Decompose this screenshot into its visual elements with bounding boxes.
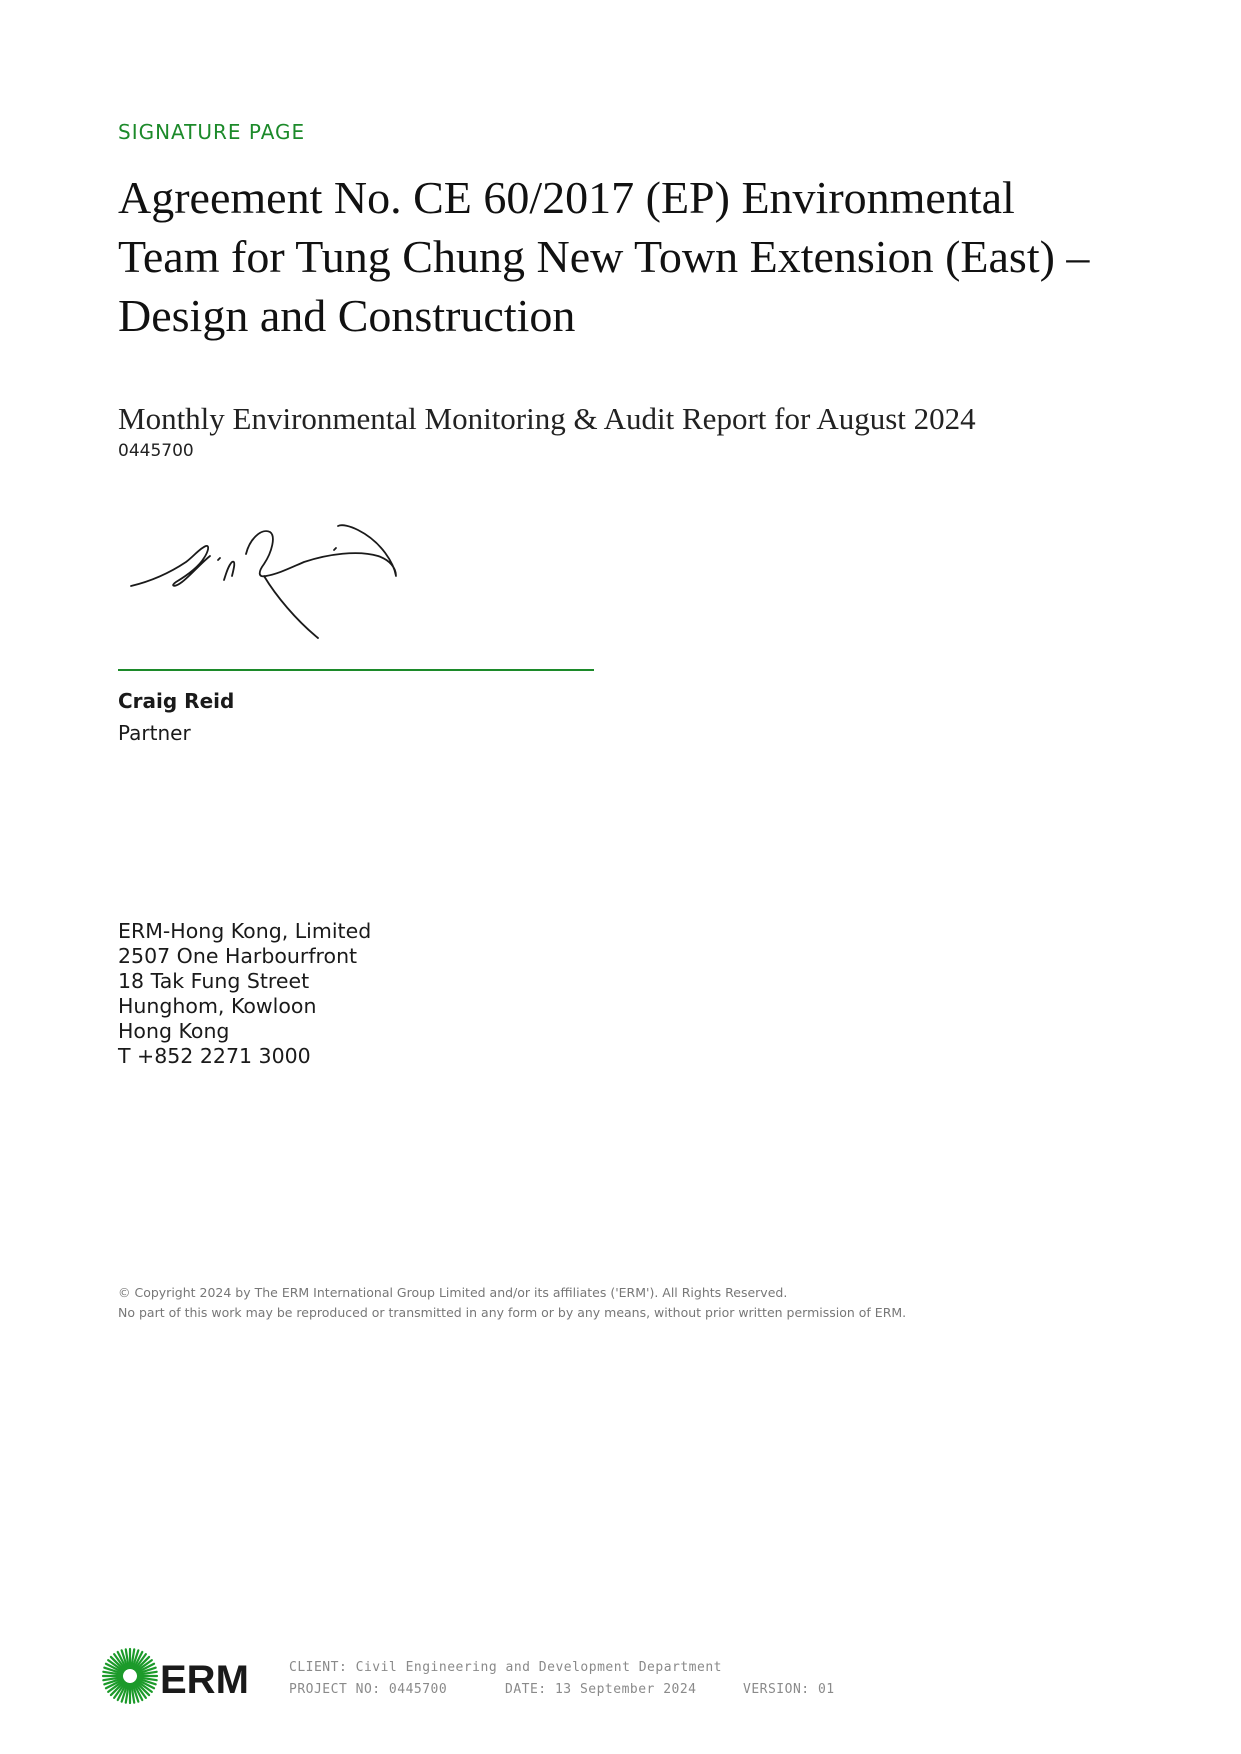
- footer-version: VERSION: 01: [743, 1682, 835, 1697]
- footer-project-no: PROJECT NO: 0445700: [289, 1682, 448, 1697]
- erm-logo: [100, 1643, 260, 1709]
- footer-date: DATE: 13 September 2024: [505, 1682, 697, 1697]
- page-label: SIGNATURE PAGE: [118, 120, 306, 144]
- document-subtitle: Monthly Environmental Monitoring & Audit Report for August 2024: [118, 401, 976, 436]
- copyright-line: © Copyright 2024 by The ERM International Group Limited and/or its affiliates ('ERM'). All Rights Reserved.: [118, 1285, 788, 1300]
- phone-number: T +852 2271 3000: [118, 1044, 311, 1068]
- address-line: Hong Kong: [118, 1019, 230, 1043]
- signatory-name: Craig Reid: [118, 689, 235, 713]
- copyright-notice: [118, 1283, 906, 1323]
- copyright-line: No part of this work may be reproduced or transmitted in any form or by any means, without prior written permission of ERM.: [118, 1305, 907, 1320]
- signatory-role: Partner: [118, 721, 191, 745]
- company-address: [118, 919, 371, 1069]
- address-line: 18 Tak Fung Street: [118, 969, 310, 993]
- logo-wordmark: ERM: [160, 1658, 249, 1702]
- signature-line: [118, 669, 594, 671]
- document-title: Agreement No. CE 60/2017 (EP) Environmental Team for Tung Chung New Town Extension (East) – Design and Construction: [118, 172, 1090, 341]
- project-code: 0445700: [118, 441, 194, 461]
- footer-client: CLIENT: Civil Engineering and Development Department: [289, 1660, 722, 1675]
- address-line: ERM-Hong Kong, Limited: [118, 919, 372, 943]
- address-line: Hunghom, Kowloon: [118, 994, 317, 1018]
- address-line: 2507 One Harbourfront: [118, 944, 358, 968]
- sunburst-icon: [103, 1649, 157, 1703]
- handwritten-signature: [128, 516, 438, 646]
